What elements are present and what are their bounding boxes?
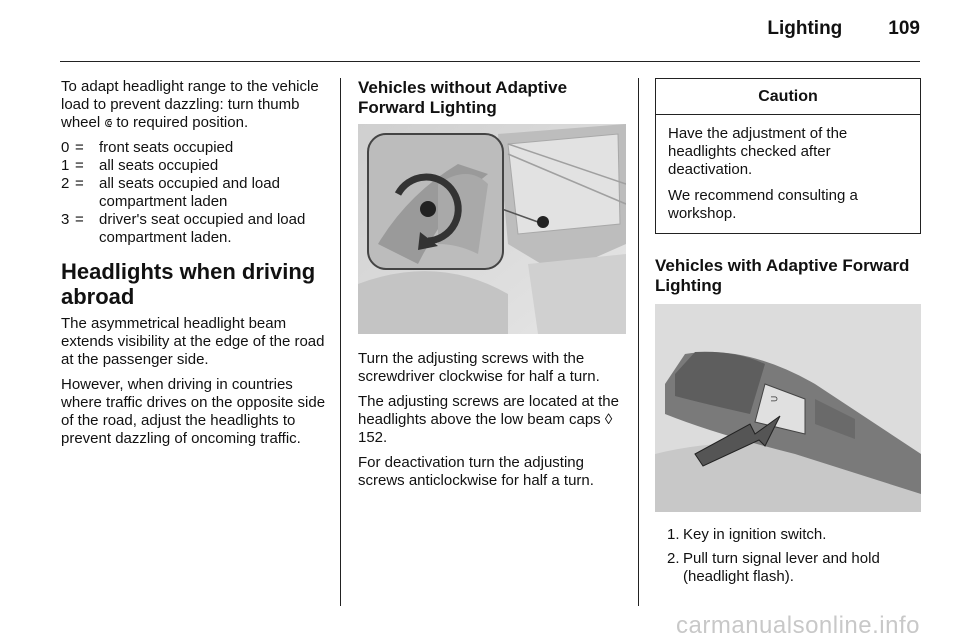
paragraph: The asymmetrical headlight beam extends visibility at the edge of the road at the passenger side.	[61, 315, 325, 368]
paragraph: However, when driving in countries where traffic drives on the opposite side of the road, adjust the headlights to prevent dazzling of oncoming traffic.	[61, 376, 326, 447]
caution-text: We recommend consulting a workshop.	[668, 187, 858, 222]
heading-with-afl: Vehicles with Adaptive Forward Lighting	[655, 256, 910, 295]
thumb-wheel-icon: ⟃	[104, 115, 113, 130]
paragraph: Turn the adjusting screws with the screwdriver clockwise for half a turn.	[358, 350, 600, 385]
headlight-screw-image	[358, 124, 626, 334]
paragraph: The adjusting screws are located at the headlights above the low beam caps ◊ 152.	[358, 393, 619, 446]
page-number: 109	[888, 18, 920, 39]
list-item: 1 = all seats occupied	[61, 157, 219, 174]
list-item: 3 = driver's seat occupied and load compartment laden.	[61, 211, 306, 246]
column-divider	[638, 78, 639, 606]
section-heading-abroad: Headlights when driving abroad	[61, 259, 316, 309]
turn-signal-lever-image	[655, 304, 921, 512]
column-left	[61, 78, 329, 455]
caution-body	[656, 115, 920, 233]
column-right	[655, 78, 921, 592]
turn-signal-lever-illustration	[655, 304, 921, 512]
caution-box	[655, 78, 921, 234]
caution-title: Caution	[656, 79, 920, 115]
list-item: 0 = front seats occupied	[61, 139, 234, 156]
column-divider	[340, 78, 341, 606]
watermark-text: carmanualsonline.info	[676, 612, 920, 639]
list-item: 2 = all seats occupied and load compartment laden	[61, 175, 280, 210]
page-reference[interactable]: 152.	[358, 429, 388, 446]
page-header	[767, 18, 920, 48]
step-list	[655, 526, 921, 586]
list-item: 2. Pull turn signal lever and hold (headlight flash).	[667, 550, 880, 585]
list-item: 1. Key in ignition switch.	[667, 526, 827, 543]
caution-text: Have the adjustment of the headlights checked after deactivation.	[668, 125, 848, 178]
intro-paragraph: To adapt headlight range to the vehicle load to prevent dazzling: turn thumb wheel ⟃ to required position.	[61, 78, 319, 131]
paragraph: For deactivation turn the adjusting screws anticlockwise for half a turn.	[358, 454, 594, 489]
header-rule	[60, 61, 920, 62]
heading-without-afl: Vehicles without Adaptive Forward Lighting	[358, 78, 568, 117]
page-reference-icon: ◊	[604, 411, 613, 428]
column-middle	[358, 78, 626, 497]
headlight-screw-illustration	[358, 124, 626, 334]
section-title: Lighting	[767, 18, 843, 39]
position-list	[61, 139, 329, 247]
svg-text:⊃: ⊃	[770, 394, 779, 405]
